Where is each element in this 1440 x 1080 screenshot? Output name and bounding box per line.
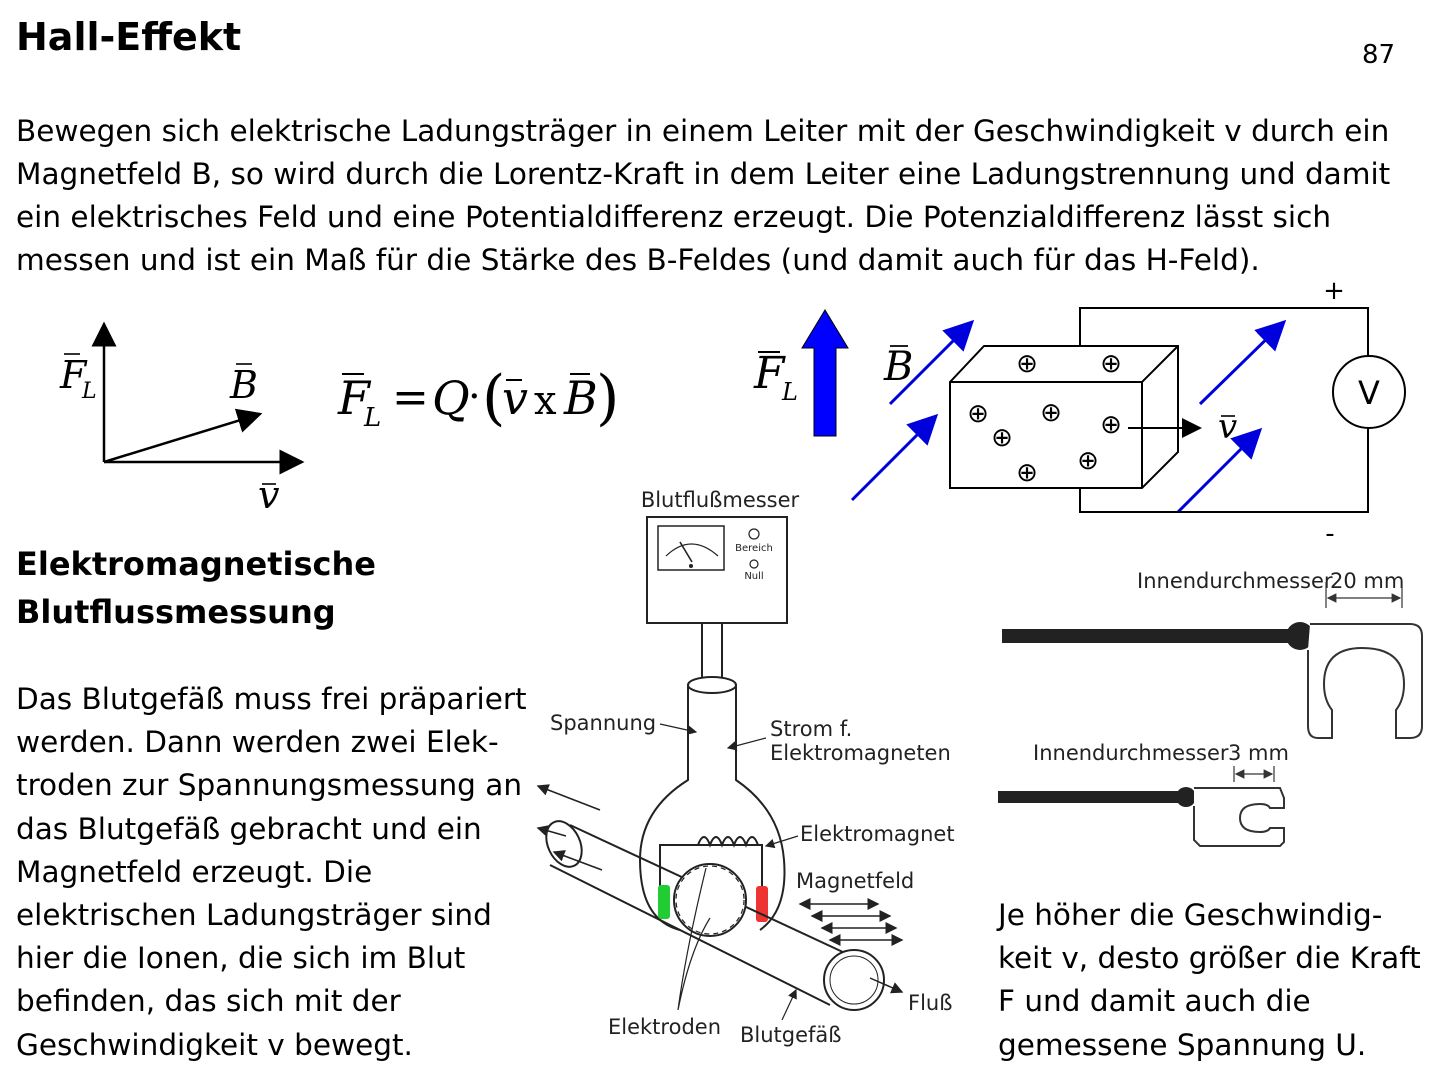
device-title: Blutflußmesser xyxy=(640,488,800,512)
range-knob xyxy=(749,529,759,539)
intro-paragraph xyxy=(16,110,1416,282)
label-current-1: Strom f. xyxy=(770,717,853,741)
meter-dial xyxy=(658,526,724,570)
label-electromagnet: Elektromagnet xyxy=(800,822,955,846)
probe2-handle xyxy=(998,791,1188,803)
plus-terminal: + xyxy=(1323,276,1345,306)
zero-knob xyxy=(750,560,758,568)
formula-cross: x xyxy=(534,378,557,424)
field-label: B xyxy=(230,363,258,407)
formula-open-paren: ( xyxy=(482,363,506,433)
slide-title: Hall-Effekt xyxy=(16,15,242,59)
formula-force-sub: L xyxy=(364,403,382,433)
conclusion-line: gemessene Spannung U. xyxy=(998,1027,1367,1062)
probe2-label: Innendurchmesser xyxy=(1033,741,1229,765)
range-label: Bereich xyxy=(735,543,773,554)
field-vector xyxy=(104,414,260,462)
intro-line: Bewegen sich elektrische Ladungsträger in einem Leiter mit der Geschwindigkeit v durch ein xyxy=(16,114,1390,148)
vessel-section xyxy=(674,864,746,936)
formula-equals: = xyxy=(392,372,429,423)
probe1-head xyxy=(1308,624,1422,738)
procedure-line: elektrischen Ladungsträger sind xyxy=(16,898,492,933)
section-heading-line: Blutflussmessung xyxy=(16,593,336,631)
hall-velocity-label: v xyxy=(1218,407,1238,447)
procedure-line: Das Blutgefäß muss frei präpariert xyxy=(16,682,527,716)
probe2-size: 3 mm xyxy=(1228,741,1289,765)
section-heading-line: Elektromagnetische xyxy=(16,545,376,583)
force-arrow xyxy=(802,310,848,436)
positive-charge: ⊕ xyxy=(1040,398,1062,428)
formula-dot: · xyxy=(468,374,481,420)
label-vessel: Blutgefäß xyxy=(740,1023,842,1047)
force-label-sub: L xyxy=(82,379,97,404)
leader-current xyxy=(728,738,766,748)
probe1-size: 20 mm xyxy=(1330,569,1405,593)
formula-field: B xyxy=(564,371,598,425)
procedure-line: Geschwindigkeit v bewegt. xyxy=(16,1027,413,1062)
minus-terminal: - xyxy=(1325,519,1335,549)
page-number: 87 xyxy=(1362,40,1396,70)
formula-charge: Q xyxy=(432,371,470,425)
formula-velocity: v xyxy=(502,371,528,425)
flow-arrow xyxy=(538,786,600,810)
label-electrodes: Elektroden xyxy=(608,1015,721,1039)
positive-charge: ⊕ xyxy=(991,423,1013,453)
probe2-head xyxy=(1194,788,1284,846)
electrode-left xyxy=(658,885,670,919)
label-voltage: Spannung xyxy=(550,711,657,735)
label-magnetic-field: Magnetfeld xyxy=(796,869,915,893)
procedure-line: hier die Ionen, die sich im Blut xyxy=(16,941,466,976)
probe-figure xyxy=(990,560,1430,860)
positive-charge: ⊕ xyxy=(1016,458,1038,488)
force-label: F xyxy=(60,353,87,397)
electromagnet-coil xyxy=(698,837,758,845)
vector-diagram xyxy=(40,300,340,530)
procedure-line: befinden, das sich mit der xyxy=(16,984,401,1019)
procedure-line: werden. Dann werden zwei Elek- xyxy=(16,725,499,760)
positive-charge: ⊕ xyxy=(1077,446,1099,476)
hall-field-label: B xyxy=(884,344,914,390)
formula-close-paren: ) xyxy=(596,363,620,433)
zero-label: Null xyxy=(744,571,764,582)
procedure-line: troden zur Spannungsmessung an xyxy=(16,768,523,803)
leader-vessel xyxy=(782,990,796,1020)
probe1-label: Innendurchmesser xyxy=(1137,569,1333,593)
positive-charge: ⊕ xyxy=(967,399,989,429)
probe1-handle xyxy=(1002,629,1302,643)
procedure-paragraph xyxy=(16,678,527,1067)
probe-tube-top xyxy=(688,677,736,693)
section-heading xyxy=(16,540,376,636)
intro-line: ein elektrisches Feld und eine Potentialdifferenz erzeugt. Die Potenzialdifferenz lässt sich xyxy=(16,200,1332,234)
leader-voltage xyxy=(660,724,696,732)
label-current-2: Elektromagneten xyxy=(770,741,951,765)
conclusion-paragraph xyxy=(998,894,1421,1067)
vessel-end-left xyxy=(539,815,588,872)
conclusion-line: keit v, desto größer die Kraft xyxy=(998,941,1421,976)
field-arrow xyxy=(1200,322,1284,404)
velocity-label: v xyxy=(258,473,280,517)
procedure-line: Magnetfeld erzeugt. Die xyxy=(16,854,373,889)
positive-charge: ⊕ xyxy=(1100,349,1122,379)
conclusion-line: Je höher die Geschwindig- xyxy=(998,898,1383,932)
procedure-line: das Blutgefäß gebracht und ein xyxy=(16,811,482,846)
positive-charge: ⊕ xyxy=(1100,410,1122,440)
hall-force-sub: L xyxy=(782,378,798,406)
formula-force: F xyxy=(338,371,370,425)
conclusion-line: F und damit auch die xyxy=(998,984,1311,1019)
label-flow: Fluß xyxy=(908,991,953,1015)
voltmeter-label: V xyxy=(1358,374,1380,412)
hall-force-label: F xyxy=(754,348,785,399)
meter-pivot xyxy=(689,564,693,568)
intro-line: messen und ist ein Maß für die Stärke des B-Feldes (und damit auch für das H-Feld). xyxy=(16,243,1260,277)
intro-line: Magnetfeld B, so wird durch die Lorentz-Kraft in dem Leiter eine Ladungstrennung und damit xyxy=(16,157,1391,191)
probe2-joint xyxy=(1176,787,1196,807)
positive-charge: ⊕ xyxy=(1016,349,1038,379)
flowmeter-figure xyxy=(530,480,970,1080)
lorentz-formula xyxy=(330,340,630,440)
